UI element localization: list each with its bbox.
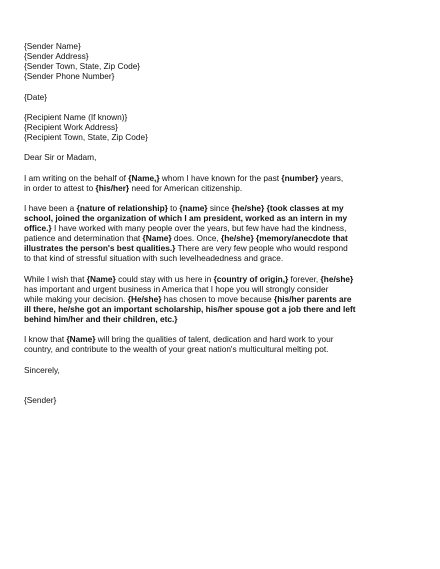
text-span: whom I have known for the past (159, 172, 282, 183)
spacer (24, 81, 396, 91)
recipient-work-address: {Recipient Work Address} (24, 121, 118, 132)
recipient-address-block (24, 112, 396, 142)
paragraph-relationship (24, 203, 396, 264)
paragraph-line (24, 344, 396, 354)
sender-name: {Sender Name} (24, 41, 81, 51)
recipient-name: {Recipient Name (If known)} (24, 111, 128, 122)
placeholder-activity: school, joined the organization of which I am president, worked as an intern in my (24, 213, 348, 224)
placeholder-pronoun: {he/she} (220, 233, 254, 244)
placeholder-country: {country of origin,} (213, 273, 289, 284)
spacer (24, 102, 396, 112)
text-span: country, and contribute to the wealth of your great nation's multicultural melting pot. (24, 344, 329, 355)
text-span: I am writing on the behalf of (24, 172, 129, 183)
text-span: I have worked with many people over the years, but few have had the kindness, (51, 223, 347, 234)
placeholder-relationship: {nature of relationship} (76, 202, 168, 213)
text-span: I have been a (24, 202, 77, 213)
paragraph-line (24, 294, 396, 304)
text-span: has important and urgent business in America that I hope you will strongly consider (24, 283, 329, 294)
spacer (24, 324, 396, 334)
placeholder-pronoun: {he/she} (231, 202, 265, 213)
paragraph-line (24, 253, 396, 263)
text-span: has chosen to move because (161, 293, 274, 304)
placeholder-activity: office.} (24, 223, 52, 234)
paragraph-line (24, 334, 396, 344)
spacer (24, 375, 396, 385)
paragraph-intro (24, 173, 396, 193)
text-span: to (167, 202, 180, 213)
spacer (24, 193, 396, 203)
paragraph-reason (24, 274, 396, 324)
placeholder-pronoun: {his/her} (95, 182, 130, 193)
placeholder-activity: {took classes at my (264, 202, 344, 213)
paragraph-line (24, 213, 396, 223)
closing: Sincerely, (24, 364, 60, 375)
sender-address-block (24, 41, 396, 81)
sender-phone: {Sender Phone Number} (24, 71, 115, 82)
placeholder-reason: behind him/her and their children, etc.} (24, 314, 178, 325)
placeholder-pronoun: {he/she} (320, 273, 354, 284)
text-span: There are very few people who would respond (175, 243, 348, 254)
placeholder-name: {Name,} (128, 172, 160, 183)
spacer (24, 264, 396, 274)
letter-page (24, 41, 396, 405)
placeholder-anecdote: {memory/anecdote that (253, 233, 348, 244)
placeholder-name: {Name} (142, 233, 172, 244)
recipient-town: {Recipient Town, State, Zip Code} (24, 132, 148, 143)
paragraph-line (24, 233, 396, 243)
text-span: could stay with us here in (115, 273, 214, 284)
text-span: I know that (24, 334, 67, 345)
paragraph-conclusion (24, 334, 396, 354)
spacer (24, 142, 396, 152)
paragraph-line (24, 203, 396, 213)
text-span: since (207, 202, 232, 213)
letter-date: {Date} (24, 91, 48, 102)
text-span: years, (318, 172, 344, 183)
text-span: forever, (288, 273, 321, 284)
paragraph-line (24, 304, 396, 314)
sender-address: {Sender Address} (24, 51, 89, 62)
placeholder-reason: ill there, he/she got an important scholarship, his/her spouse got a job there and left (24, 304, 356, 314)
text-span: will bring the qualities of talent, dedication and hard work to your (95, 334, 334, 345)
paragraph-line (24, 183, 396, 193)
paragraph-line (24, 314, 396, 324)
placeholder-name: {Name} (86, 273, 116, 284)
text-span: need for American citizenship. (129, 182, 243, 193)
sender-town: {Sender Town, State, Zip Code} (24, 61, 141, 72)
placeholder-number: {number} (281, 172, 319, 183)
paragraph-line (24, 274, 396, 284)
placeholder-pronoun: {He/she} (127, 293, 162, 304)
text-span: to that kind of stressful situation with such levelheadedness and grace. (24, 253, 284, 264)
spacer (24, 162, 396, 172)
paragraph-line (24, 173, 396, 183)
spacer (24, 385, 396, 395)
signature: {Sender} (24, 395, 57, 406)
placeholder-anecdote: illustrates the person's best qualities.} (24, 243, 176, 254)
text-span: in order to attest to (24, 182, 96, 193)
paragraph-line (24, 223, 396, 233)
spacer (24, 355, 396, 365)
placeholder-name: {Name} (66, 334, 96, 345)
placeholder-name: {name} (179, 202, 208, 213)
salutation: Dear Sir or Madam, (24, 152, 97, 163)
text-span: patience and determination that (24, 233, 143, 244)
text-span: while making your decision. (24, 293, 128, 304)
paragraph-line (24, 284, 396, 294)
paragraph-line (24, 243, 396, 253)
placeholder-reason: {his/her parents are (273, 293, 352, 304)
text-span: does. Once, (171, 233, 221, 244)
text-span: While I wish that (24, 273, 87, 284)
